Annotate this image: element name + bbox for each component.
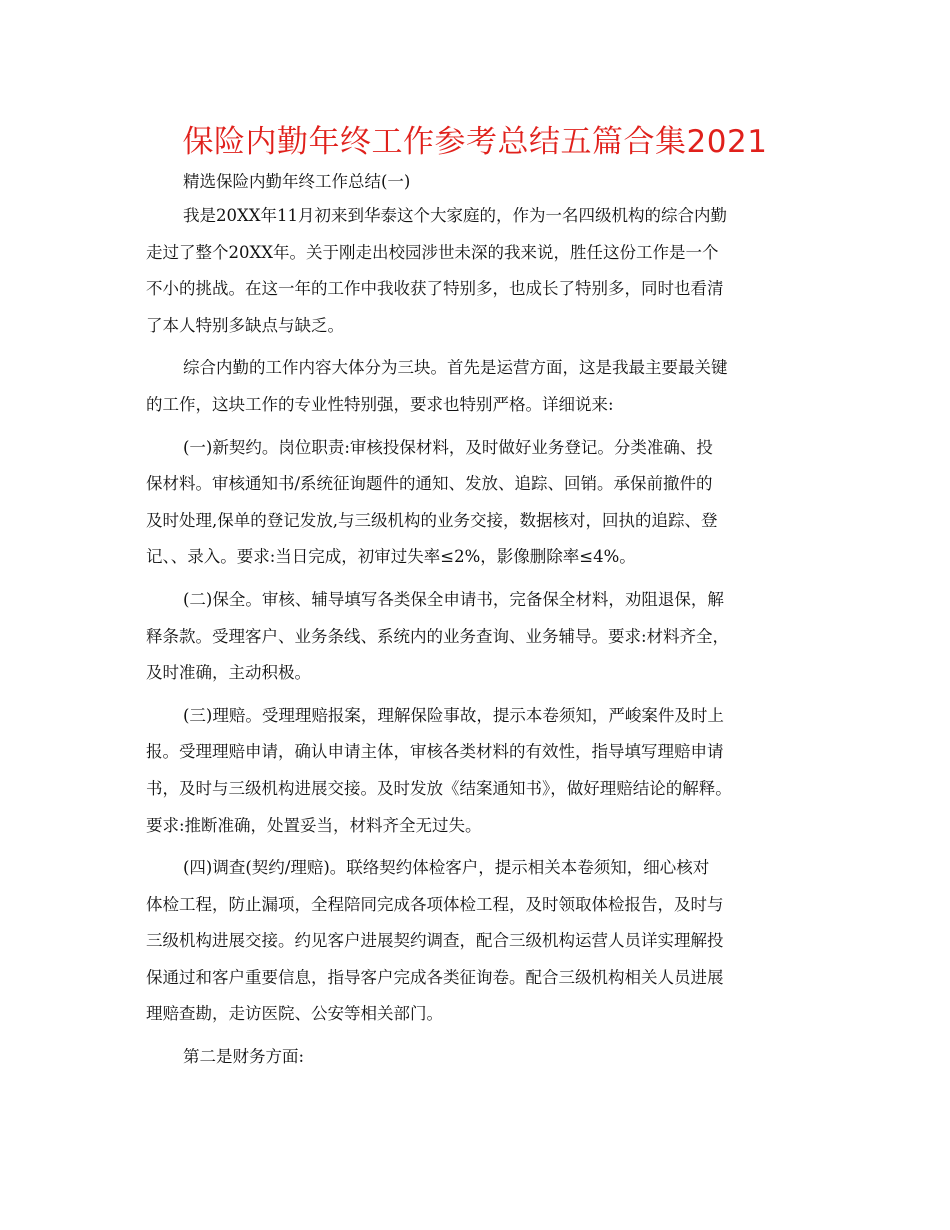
paragraph-line: 记、、录入。要求:当日完成，初审过失率≤2%，影像删除率≤4%。: [146, 547, 636, 567]
paragraph-line: 走过了整个20XX年。关于刚走出校园涉世未深的我来说，胜任这份工作是一个: [146, 242, 719, 262]
paragraph-line: 理赔查勘，走访医院、公安等相关部门。: [146, 1004, 443, 1024]
document-subtitle: 精选保险内勤年终工作总结(一): [183, 172, 411, 191]
paragraph-line: 保材料。审核通知书/系统征询题件的通知、发放、追踪、回销。承保前撤件的: [146, 474, 713, 494]
paragraph: [146, 430, 806, 576]
document-body: [146, 198, 806, 1082]
paragraph-line: 不小的挑战。在这一年的工作中我收获了特别多，也成长了特别多，同时也看清: [146, 279, 724, 299]
paragraph: [146, 1039, 806, 1076]
paragraph-line: 体检工程，防止漏项，全程陪同完成各项体检工程，及时领取体检报告，及时与: [146, 894, 724, 914]
paragraph-line: 我是20XX年11月初来到华泰这个大家庭的，作为一名四级机构的综合内勤: [183, 206, 727, 225]
paragraph-line: (一)新契约。岗位职责:审核投保材料，及时做好业务登记。分类准确、投: [183, 437, 713, 457]
paragraph-line: 第二是财务方面:: [183, 1047, 305, 1067]
paragraph-line: 三级机构进展交接。约见客户进展契约调查，配合三级机构运营人员详实理解投: [146, 931, 724, 951]
paragraph-line: 及时处理,保单的登记发放,与三级机构的业务交接，数据核对，回执的追踪、登: [146, 510, 718, 530]
paragraph-line: 了本人特别多缺点与缺乏。: [146, 315, 344, 335]
paragraph-line: 释条款。受理客户、业务条线、系统内的业务查询、业务辅导。要求:材料齐全，: [146, 626, 730, 646]
paragraph: [146, 582, 806, 692]
paragraph-line: 书，及时与三级机构进展交接。及时发放《结案通知书》，做好理赔结论的解释。: [146, 778, 732, 798]
paragraph-line: 要求:推断准确，处置妥当，材料齐全无过失。: [146, 815, 482, 835]
paragraph: [146, 850, 806, 1033]
paragraph: [146, 198, 806, 344]
document-title: 保险内勤年终工作参考总结五篇合集2021: [182, 124, 768, 160]
paragraph-line: (四)调查(契约/理赔)。联络契约体检客户，提示相关本卷须知，细心核对: [183, 858, 710, 878]
paragraph-line: 及时准确，主动积极。: [146, 663, 311, 683]
paragraph-line: 的工作，这块工作的专业性特别强，要求也特别严格。详细说来:: [146, 394, 614, 414]
paragraph: [146, 698, 806, 844]
paragraph-line: (三)理赔。受理理赔报案，理解保险事故，提示本卷须知，严峻案件及时上: [183, 705, 724, 725]
paragraph-line: 保通过和客户重要信息，指导客户完成各类征询卷。配合三级机构相关人员进展: [146, 967, 724, 987]
paragraph-line: (二)保全。审核、辅导填写各类保全申请书，完备保全材料，劝阻退保，解: [183, 589, 724, 609]
paragraph-line: 报。受理理赔申请，确认申请主体，审核各类材料的有效性，指导填写理赔申请: [146, 742, 724, 762]
paragraph-line: 综合内勤的工作内容大体分为三块。首先是运营方面，这是我最主要最关键: [183, 358, 728, 378]
paragraph: [146, 350, 806, 423]
